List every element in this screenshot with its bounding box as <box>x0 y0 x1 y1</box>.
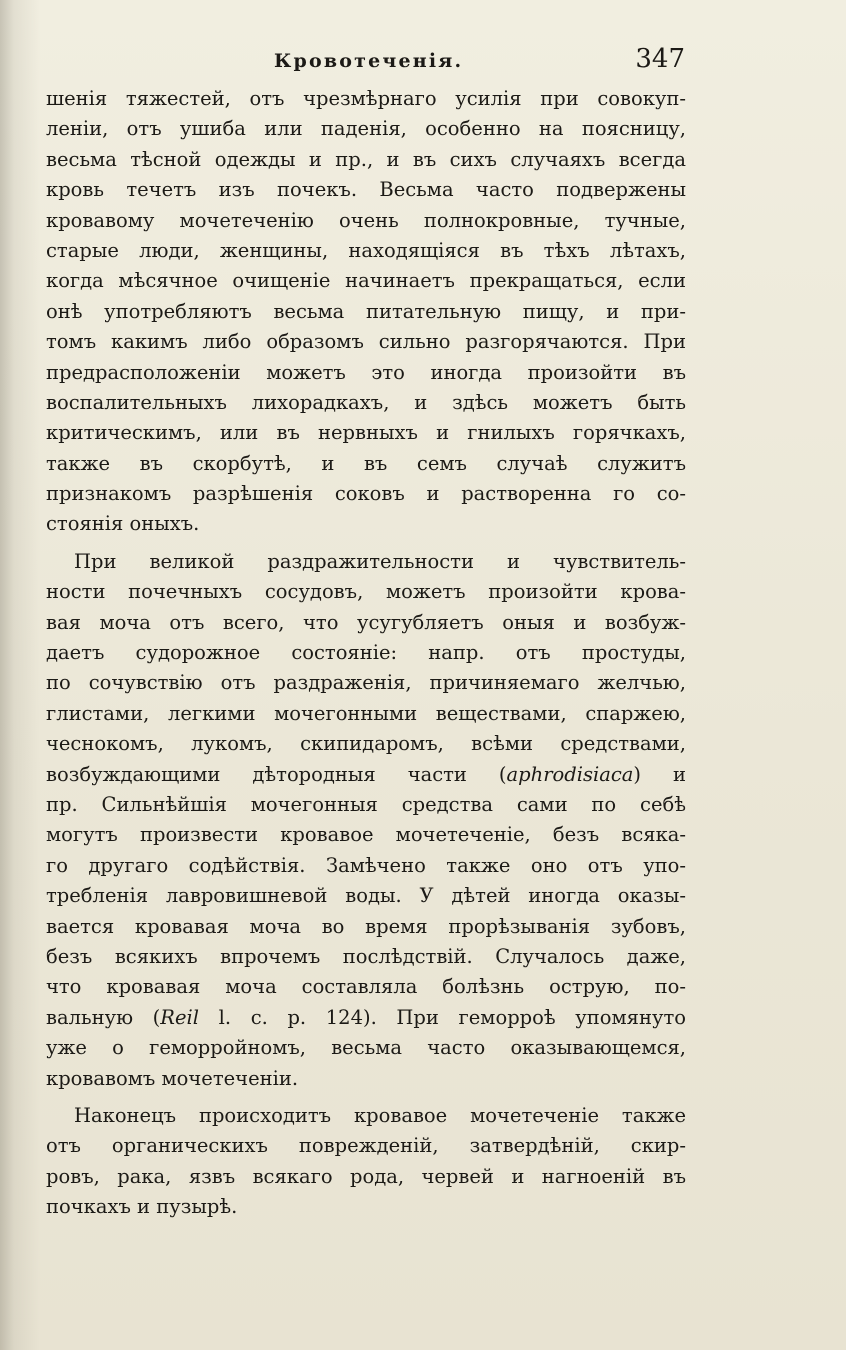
text-line: отъ органическихъ поврежденій, затвердѣній, скир- <box>46 1134 686 1158</box>
text-line: уже о геморройномъ, весьма часто оказывающемся, <box>46 1036 686 1060</box>
text-line: го другаго содѣйствія. Замѣчено также оно отъ упо- <box>46 853 686 877</box>
running-title: Кровотеченія. <box>274 50 464 72</box>
text-line: леніи, отъ ушиба или паденія, особенно на поясницу, <box>46 117 686 141</box>
text-line: онѣ употребляютъ весьма питательную пищу, и при- <box>46 299 686 323</box>
italic-term: Reil <box>160 1005 199 1029</box>
text-line: также въ скорбутѣ, и въ семъ случаѣ служитъ <box>46 451 686 475</box>
text-line: ности почечныхъ сосудовъ, можетъ произойти крова- <box>46 580 686 604</box>
text-line: томъ какимъ либо образомъ сильно разгорячаются. При <box>46 330 686 354</box>
text-line: предрасположеніи можетъ это иногда произойти въ <box>46 360 686 384</box>
paragraph-3 <box>46 1101 686 1223</box>
text-line: старые люди, женщины, находящіяся въ тѣхъ лѣтахъ, <box>46 238 686 262</box>
text-line: шенія тяжестей, отъ чрезмѣрнаго усилія при совокуп- <box>46 87 686 110</box>
text-line: по сочувствію отъ раздраженія, причиняемаго желчью, <box>46 671 686 695</box>
text-line: могутъ произвести кровавое мочетеченіе, безъ всяка- <box>46 823 686 847</box>
text-line: признакомъ разрѣшенія соковъ и растворенна го со- <box>46 482 686 506</box>
text-line: возбуждающими дѣтородныя части (aphrodisiaca) и <box>46 762 686 786</box>
text-line: требленія лавровишневой воды. У дѣтей иногда оказы- <box>46 884 686 908</box>
paragraph-1 <box>46 84 686 540</box>
text-line: кровавомъ мочетеченіи. <box>46 1066 299 1090</box>
text-line: стоянія оныхъ. <box>46 512 200 536</box>
text-line: что кровавая моча составляла болѣзнь острую, по- <box>46 975 686 999</box>
text-line: чеснокомъ, лукомъ, скипидаромъ, всѣми средствами, <box>46 732 686 756</box>
page-number: 347 <box>635 44 685 74</box>
text-line: даетъ судорожное состояніе: напр. отъ простуды, <box>46 641 686 665</box>
text-line: кровь течетъ изъ почекъ. Весьма часто подвержены <box>46 178 686 202</box>
text-line: воспалительныхъ лихорадкахъ, и здѣсь можетъ быть <box>46 390 686 414</box>
text-line: Наконецъ происходитъ кровавое мочетеченіе также <box>74 1103 686 1127</box>
page-header <box>270 44 685 78</box>
text-line: глистами, легкими мочегонными веществами, спаржею, <box>46 701 686 725</box>
text-line: ровъ, рака, язвъ всякаго рода, червей и нагноеній въ <box>46 1164 686 1188</box>
body-text <box>46 84 686 1222</box>
text-line: При великой раздражительности и чувствитель- <box>74 549 686 573</box>
italic-term: aphrodisiaca <box>506 762 634 786</box>
text-line: пр. Сильнѣйшія мочегонныя средства сами по себѣ <box>46 792 686 816</box>
text-line: весьма тѣсной одежды и пр., и въ сихъ случаяхъ всегда <box>46 147 686 171</box>
text-line: вается кровавая моча во время прорѣзыванія зубовъ, <box>46 914 686 938</box>
text-line: критическимъ, или въ нервныхъ и гнилыхъ горячкахъ, <box>46 421 686 445</box>
text-line: безъ всякихъ впрочемъ послѣдствій. Случалось даже, <box>46 944 686 968</box>
text-line: кровавому мочетеченію очень полнокровные, тучные, <box>46 208 686 232</box>
paragraph-2 <box>46 547 686 1094</box>
text-line: вая моча отъ всего, что усугубляетъ оныя и возбуж- <box>46 610 686 634</box>
text-line: когда мѣсячное очищеніе начинаетъ прекращаться, если <box>46 269 686 293</box>
text-line: вальную (Reil l. c. p. 124). При геморроѣ упомянуто <box>46 1005 686 1029</box>
text-line: почкахъ и пузырѣ. <box>46 1195 238 1219</box>
